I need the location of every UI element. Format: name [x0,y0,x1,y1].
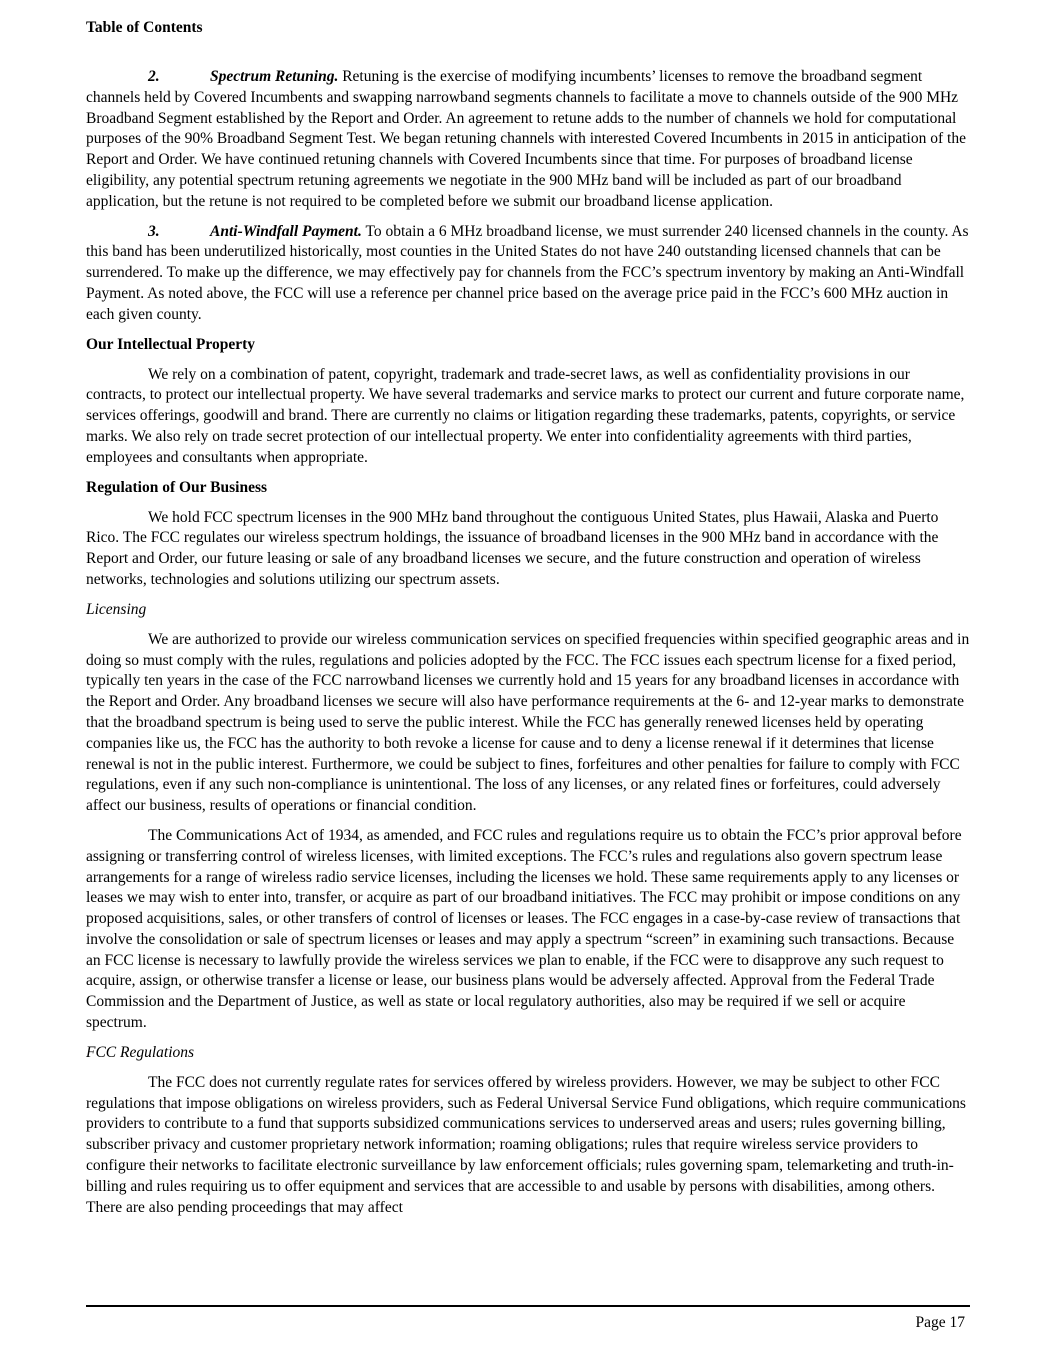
document-page [86,18,970,1218]
licensing-heading: Licensing [86,600,147,618]
ip-heading: Our Intellectual Property [86,335,256,353]
fcc-regulations-heading: FCC Regulations [86,1043,195,1061]
licensing-paragraph-1: We are authorized to provide our wireless communication services on specified frequencies within specified geographic areas and in doing so must comply with the rules, regulations and policies adopted by the FCC. The FCC issues each spectrum license for a fixed period, typically ten years in the case of the FCC narrowband licenses we currently hold and 15 years for any broadband licenses in accordance with the Report and Order. Any broadband licenses we secure will also have performance requirements at the 6- and 12-year marks to demonstrate that the broadband spectrum is being used to serve the public interest. While the FCC has generally renewed licenses held by operating companies like us, the FCC has the authority to both revoke a license for cause and to deny a license renewal if it determines that license renewal is not in the public interest. Furthermore, we could be subject to fines, forfeitures and other penalties for failure to comply with FCC regulations, even if any such non-compliance is unintentional. The loss of any licenses, or any related fines or forfeitures, could adversely affect our business, results of operations or financial condition. [86,630,970,815]
anti-windfall-paragraph [86,222,970,326]
item-text: Retuning is the exercise of modifying incumbents’ licenses to remove the broadband segment channels held by Covered Incumbents and swapping narrowband segments channels to facilitate a move to channels outside of the 900 MHz Broadband Segment established by the Report and Order. An agreement to retune adds to the number of channels we hold for computational purposes of the 90% Broadband Segment Test. We began retuning channels with interested Covered Incumbents in 2015 in anticipation of the Report and Order. We have continued retuning channels with Covered Incumbents since that time. For purposes of broadband license eligibility, any potential spectrum retuning agreements we negotiate in the 900 MHz band will be included as part of our broadband application, but the retune is not required to be completed before we submit our broadband license application. [86,68,966,210]
fcc-regulations-paragraph: The FCC does not currently regulate rates for services offered by wireless providers. However, we may be subject to other FCC regulations that impose obligations on wireless providers, such as Federal Universal Service Fund obligations, which require communications providers to contribute to a fund that supports subsidized communications services to underserved areas and users; rules governing billing, subscriber privacy and customer proprietary network information; roaming obligations; rules that require wireless service providers to configure their networks to facilitate electronic surveillance by law enforcement officials; rules governing spam, telemarketing and truth-in-billing and rules requiring us to offer equipment and services that are accessible to and usable by persons with disabilities, among others. There are also pending proceedings that may affect [86,1073,966,1216]
item-text: To obtain a 6 MHz broadband license, we must surrender 240 licensed channels in the county. As this band has been underutilized historically, most counties in the United States do not have 240 outstanding licensed channels that can be surrendered. To make up the difference, we may effectively pay for channels from the FCC’s spectrum inventory by making an Anti-Windfall Payment. As noted above, the FCC will use a reference per channel price based on the average price paid in the FCC’s 600 MHz auction in each given county. [86,222,969,323]
page-number: Page 17 [915,1314,965,1331]
item-lead: Spectrum Retuning. [210,68,339,85]
regulation-paragraph: We hold FCC spectrum licenses in the 900 MHz band throughout the contiguous United States, plus Hawaii, Alaska and Puerto Rico. The FCC regulates our wireless spectrum holdings, the issuance of broadband licenses in the 900 MHz band in accordance with the Report and Order, our future leasing or sale of any broadband licenses we secure, and the future construction and operation of wireless networks, technologies and solutions utilizing our spectrum assets. [86,508,939,588]
ip-paragraph: We rely on a combination of patent, copyright, trademark and trade-secret laws, as well as confidentiality provisions in our contracts, to protect our intellectual property. We have several trademarks and service marks to protect our current and future corporate name, services offerings, goodwill and brand. There are currently no claims or litigation regarding these trademarks, patents, copyrights, or service marks. We also rely on trade secret protection of our intellectual property. We enter into confidentiality agreements with third parties, employees and consultants when appropriate. [86,365,965,466]
item-number: 2. [148,68,160,85]
item-lead: Anti-Windfall Payment. [210,222,362,240]
item-number: 3. [148,222,160,240]
licensing-paragraph-2: The Communications Act of 1934, as amended, and FCC rules and regulations require us to obtain the FCC’s prior approval before assigning or transferring control of wireless licenses, with limited exceptions. The FCC’s rules and regulations also govern spectrum lease arrangements for a range of wireless radio service licenses, including the licenses we hold. These same requirements apply to any licenses or leases we may wish to enter into, transfer, or acquire as part of our broadband initiatives. The FCC may prohibit or impose conditions on any proposed acquisitions, sales, or other transfers of control of licenses or leases. The FCC engages in a case-by-case review of transactions that involve the consolidation or sale of spectrum licenses or leases and may apply a spectrum “screen” in examining such transactions. Because an FCC license is necessary to lawfully provide the wireless services we plan to enable, if the FCC were to disapprove any such request to acquire, assign, or otherwise transfer a license or lease, our business plans would be adversely affected. Approval from the Federal Trade Commission and the Department of Justice, as well as state or local regulatory authorities, also may be required if we sell or acquire spectrum. [86,826,962,1032]
regulation-heading: Regulation of Our Business [86,478,268,496]
footer-divider [86,1305,970,1307]
table-of-contents-link[interactable]: Table of Contents [86,19,203,36]
spectrum-retuning-paragraph [86,67,970,213]
